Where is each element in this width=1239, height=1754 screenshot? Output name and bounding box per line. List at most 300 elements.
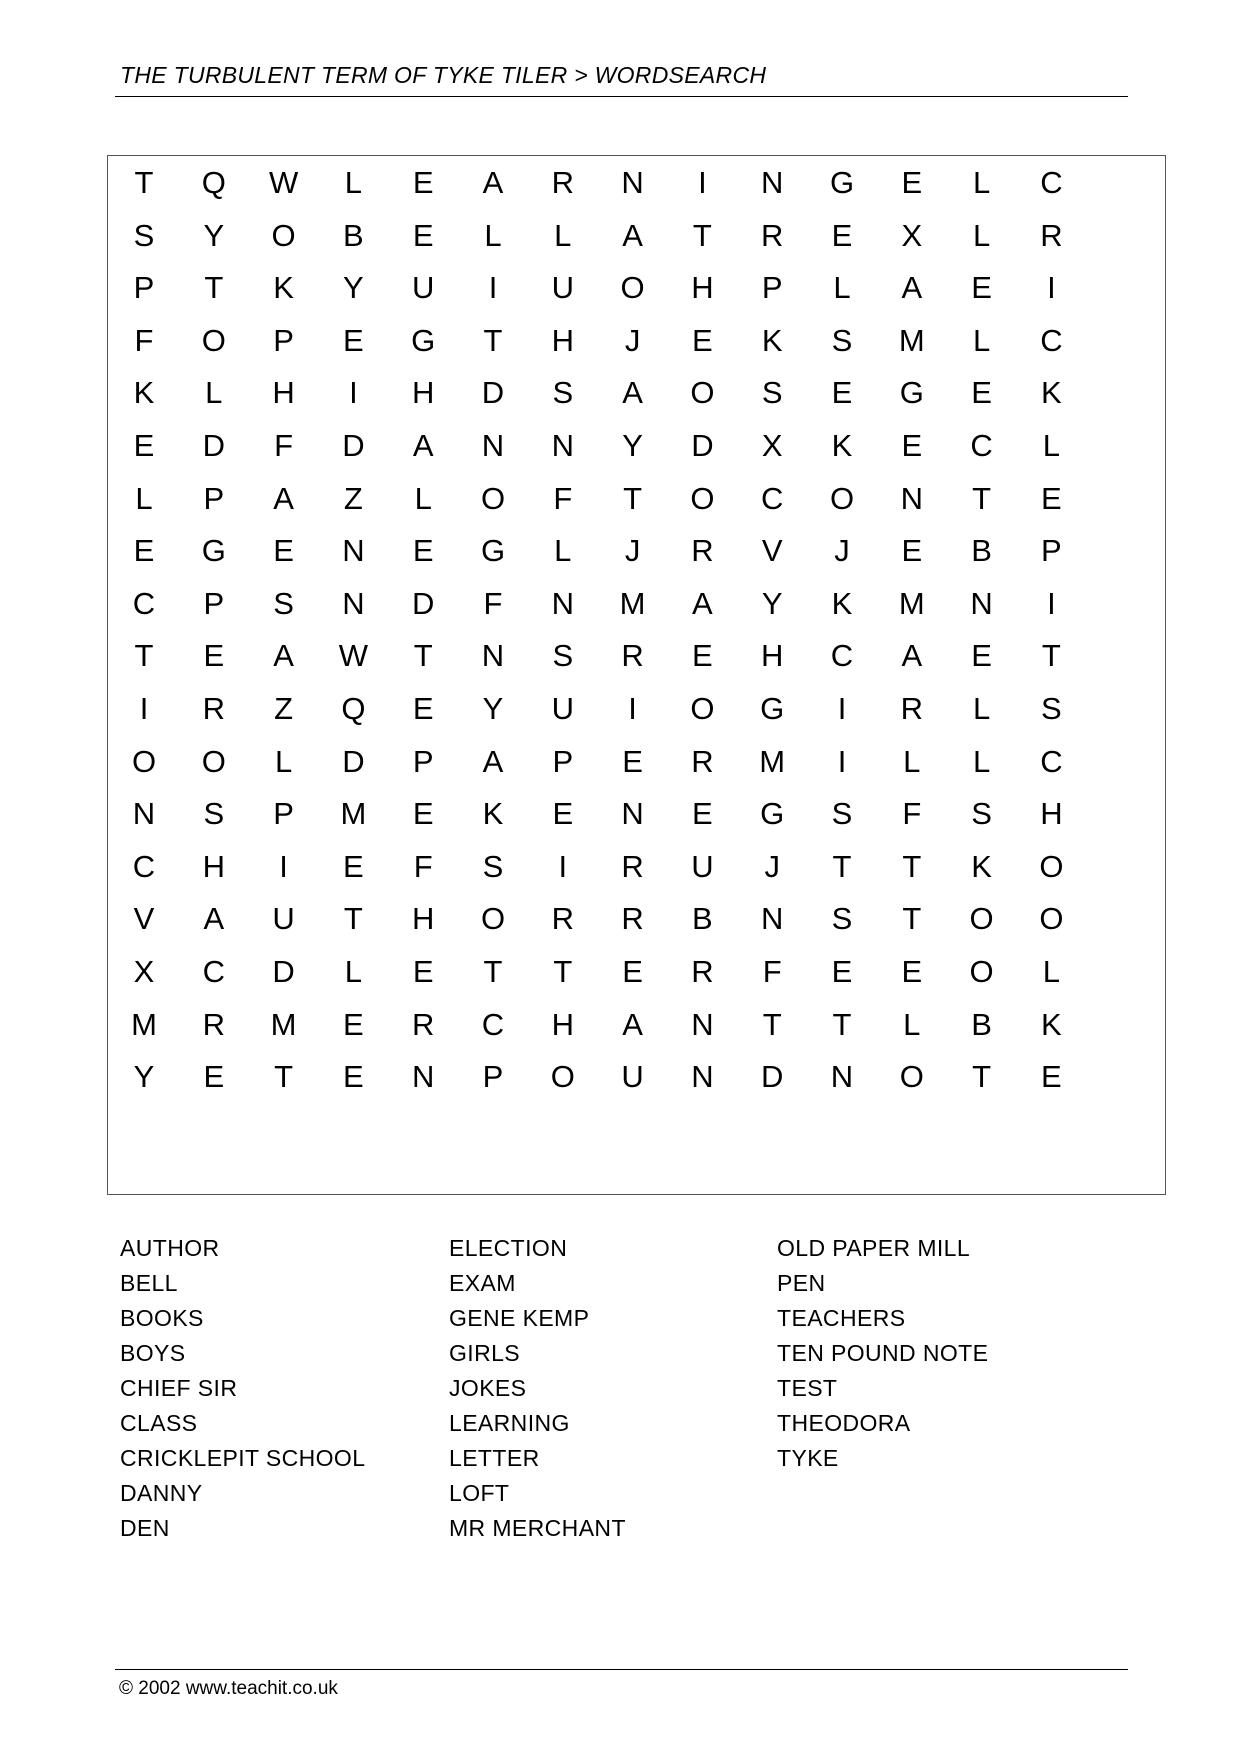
- grid-letter: A: [901, 638, 923, 674]
- word-list-item: OLD PAPER MILL: [777, 1235, 971, 1261]
- grid-letter: G: [480, 533, 506, 569]
- grid-letter: F: [483, 585, 503, 621]
- grid-letter: G: [201, 533, 226, 569]
- grid-letter: O: [201, 743, 226, 779]
- word-list-item: CHIEF SIR: [120, 1375, 238, 1401]
- footer-divider: [115, 1669, 1128, 1670]
- grid-letter: O: [969, 901, 994, 937]
- grid-letter: G: [899, 375, 924, 411]
- grid-letter: Y: [761, 585, 783, 621]
- grid-letter: E: [971, 638, 992, 674]
- grid-letter: X: [133, 954, 155, 989]
- grid-letter: I: [1047, 270, 1056, 306]
- grid-letter: W: [338, 638, 369, 674]
- grid-letter: R: [551, 165, 574, 200]
- grid-letter: L: [135, 480, 153, 516]
- grid-letter: F: [134, 322, 154, 358]
- grid-row: [108, 163, 1165, 221]
- grid-letter: O: [1039, 901, 1064, 937]
- word-list-item: THEODORA: [777, 1410, 911, 1436]
- grid-row: [108, 742, 1165, 800]
- grid-letter: C: [202, 954, 225, 989]
- grid-letter: E: [622, 954, 643, 989]
- grid-letter: N: [481, 428, 505, 463]
- grid-letter: L: [414, 480, 432, 516]
- grid-letter: T: [483, 322, 503, 358]
- grid-letter: T: [343, 901, 363, 937]
- grid-letter: J: [764, 848, 780, 884]
- grid-letter: S: [831, 901, 853, 937]
- grid-letter: H: [202, 848, 225, 884]
- grid-letter: I: [558, 848, 568, 884]
- grid-letter: P: [482, 1059, 504, 1095]
- word-list-item: GIRLS: [449, 1340, 521, 1366]
- word-list-item: LOFT: [449, 1480, 510, 1506]
- grid-letter: P: [203, 585, 225, 621]
- grid-letter: J: [624, 533, 641, 569]
- grid-letter: X: [901, 217, 923, 253]
- grid-letter: A: [273, 638, 294, 674]
- grid-letter: I: [488, 270, 498, 306]
- grid-letter: O: [690, 480, 715, 516]
- copyright-footer: © 2002 www.teachit.co.uk: [119, 1678, 338, 1699]
- grid-letter: M: [340, 796, 367, 832]
- grid-letter: H: [760, 638, 784, 674]
- grid-letter: R: [691, 533, 714, 569]
- grid-letter: E: [901, 533, 923, 569]
- grid-row: [108, 689, 1165, 747]
- grid-row: [108, 952, 1165, 1010]
- grid-letter: J: [834, 533, 850, 569]
- word-list-item: CLASS: [120, 1410, 198, 1436]
- grid-letter: U: [411, 270, 435, 306]
- word-column: [449, 1234, 626, 1549]
- grid-row: [108, 373, 1165, 431]
- grid-letter: T: [832, 848, 852, 884]
- grid-row: [108, 899, 1165, 957]
- grid-letter: B: [971, 533, 992, 569]
- grid-letter: U: [551, 691, 574, 726]
- word-list-item: JOKES: [449, 1375, 527, 1401]
- grid-letter: F: [413, 848, 433, 884]
- grid-letter: Y: [133, 1059, 155, 1095]
- grid-row: [108, 426, 1165, 484]
- grid-row: [108, 479, 1165, 537]
- grid-letter: U: [621, 1059, 644, 1095]
- grid-row: [108, 1057, 1165, 1115]
- grid-letter: O: [829, 480, 855, 516]
- header-divider: [115, 96, 1128, 97]
- grid-letter: D: [272, 954, 295, 989]
- grid-letter: H: [551, 1006, 574, 1042]
- grid-letter: M: [131, 1006, 157, 1042]
- grid-letter: S: [273, 585, 294, 621]
- grid-letter: T: [1041, 638, 1061, 674]
- grid-letter: O: [899, 1059, 924, 1095]
- grid-letter: T: [274, 1059, 294, 1095]
- grid-letter: N: [691, 1006, 714, 1042]
- word-list-item: LETTER: [449, 1445, 540, 1471]
- grid-letter: G: [760, 691, 785, 726]
- grid-letter: R: [202, 1006, 225, 1042]
- grid-letter: M: [898, 322, 925, 358]
- grid-letter: L: [1042, 954, 1061, 989]
- grid-letter: T: [832, 1006, 852, 1042]
- word-list-item: GENE KEMP: [449, 1305, 590, 1331]
- grid-letter: F: [553, 480, 573, 516]
- grid-letter: N: [691, 1059, 714, 1095]
- grid-letter: R: [691, 743, 714, 779]
- grid-letter: O: [201, 322, 226, 358]
- grid-letter: L: [554, 217, 572, 253]
- grid-letter: B: [343, 217, 364, 253]
- grid-letter: A: [622, 217, 643, 253]
- word-column: [777, 1234, 988, 1479]
- word-list-item: CRICKLEPIT SCHOOL: [120, 1445, 366, 1471]
- grid-letter: O: [620, 270, 645, 306]
- grid-letter: P: [412, 743, 434, 779]
- word-list-item: LEARNING: [449, 1410, 570, 1436]
- grid-letter: A: [482, 743, 504, 779]
- grid-letter: E: [692, 796, 713, 832]
- grid-letter: I: [349, 375, 358, 411]
- grid-letter: N: [551, 585, 574, 621]
- grid-letter: H: [272, 375, 295, 411]
- grid-letter: R: [551, 901, 574, 937]
- word-list-item: TEN POUND NOTE: [777, 1340, 989, 1366]
- grid-letter: E: [412, 165, 434, 200]
- grid-letter: S: [133, 217, 155, 253]
- grid-letter: S: [831, 796, 853, 832]
- grid-letter: W: [268, 165, 299, 200]
- word-list-item: BOYS: [120, 1340, 186, 1366]
- grid-letter: G: [760, 796, 785, 832]
- grid-letter: C: [1040, 165, 1063, 200]
- word-column: [120, 1234, 365, 1549]
- grid-letter: L: [274, 743, 293, 779]
- grid-letter: D: [411, 585, 435, 621]
- grid-letter: J: [624, 322, 641, 358]
- grid-letter: Y: [482, 691, 504, 726]
- grid-letter: T: [134, 638, 154, 674]
- grid-letter: Z: [343, 480, 363, 516]
- page-title: THE TURBULENT TERM OF TYKE TILER > WORDSEARCH: [120, 62, 767, 88]
- grid-letter: E: [971, 375, 992, 411]
- grid-letter: H: [551, 322, 574, 358]
- grid-letter: F: [762, 954, 782, 989]
- grid-letter: L: [903, 1006, 921, 1042]
- grid-letter: T: [483, 954, 503, 989]
- grid-letter: E: [901, 165, 923, 200]
- grid-letter: K: [761, 322, 783, 358]
- word-list-item: MR MERCHANT: [449, 1515, 626, 1541]
- grid-row: [108, 584, 1165, 642]
- grid-letter: D: [691, 428, 714, 463]
- grid-letter: E: [552, 796, 574, 832]
- grid-letter: E: [412, 954, 434, 989]
- word-list-item: EXAM: [449, 1270, 516, 1296]
- grid-row: [108, 1005, 1165, 1063]
- grid-letter: L: [344, 165, 363, 200]
- grid-letter: S: [831, 322, 853, 358]
- grid-letter: L: [484, 217, 502, 253]
- grid-letter: N: [132, 796, 156, 832]
- grid-letter: L: [205, 375, 223, 411]
- grid-letter: L: [972, 217, 991, 253]
- grid-letter: M: [270, 1006, 297, 1042]
- grid-letter: R: [1040, 217, 1063, 253]
- word-list-item: BOOKS: [120, 1305, 204, 1331]
- grid-row: [108, 268, 1165, 326]
- grid-letter: S: [971, 796, 992, 832]
- grid-letter: C: [830, 638, 854, 674]
- word-list-item: AUTHOR: [120, 1235, 220, 1261]
- grid-letter: P: [133, 270, 155, 306]
- grid-letter: T: [553, 954, 573, 989]
- grid-letter: M: [759, 743, 786, 779]
- grid-letter: K: [482, 796, 504, 832]
- grid-letter: S: [1041, 691, 1062, 726]
- grid-letter: O: [480, 901, 506, 937]
- grid-letter: H: [691, 270, 714, 306]
- grid-letter: A: [622, 375, 643, 411]
- grid-letter: E: [831, 954, 853, 989]
- grid-letter: E: [133, 533, 155, 569]
- grid-letter: E: [622, 743, 643, 779]
- grid-row: [108, 636, 1165, 694]
- grid-letter: M: [619, 585, 646, 621]
- grid-letter: C: [1040, 743, 1063, 779]
- grid-letter: E: [273, 533, 294, 569]
- grid-letter: E: [343, 848, 364, 884]
- grid-letter: S: [203, 796, 225, 832]
- grid-letter: U: [691, 848, 714, 884]
- grid-letter: L: [972, 691, 991, 726]
- grid-letter: A: [622, 1006, 643, 1042]
- grid-letter: H: [411, 901, 435, 937]
- grid-row: [108, 321, 1165, 379]
- grid-letter: L: [972, 322, 991, 358]
- grid-letter: D: [342, 743, 365, 779]
- grid-letter: P: [761, 270, 783, 306]
- grid-letter: K: [831, 428, 853, 463]
- grid-letter: G: [411, 322, 436, 358]
- grid-letter: E: [971, 270, 992, 306]
- grid-letter: A: [412, 428, 434, 463]
- grid-letter: K: [133, 375, 155, 411]
- grid-letter: N: [621, 796, 644, 832]
- grid-letter: P: [552, 743, 574, 779]
- grid-letter: A: [901, 270, 923, 306]
- grid-row: [108, 216, 1165, 274]
- grid-letter: H: [411, 375, 435, 411]
- grid-letter: O: [131, 743, 157, 779]
- grid-letter: H: [1040, 796, 1063, 832]
- grid-row: [108, 847, 1165, 905]
- grid-letter: L: [903, 743, 921, 779]
- grid-letter: I: [698, 165, 707, 200]
- grid-letter: Q: [341, 691, 366, 726]
- grid-letter: N: [900, 480, 923, 516]
- grid-letter: T: [623, 480, 643, 516]
- grid-letter: L: [344, 954, 363, 989]
- grid-letter: K: [1041, 375, 1062, 411]
- grid-letter: P: [203, 480, 225, 516]
- grid-letter: R: [760, 217, 784, 253]
- grid-letter: K: [273, 270, 294, 306]
- grid-letter: E: [203, 638, 225, 674]
- word-list-item: TEST: [777, 1375, 838, 1401]
- grid-row: [108, 794, 1165, 852]
- grid-letter: N: [411, 1059, 435, 1095]
- grid-letter: D: [202, 428, 225, 463]
- grid-letter: N: [760, 901, 784, 937]
- grid-letter: Y: [203, 217, 225, 253]
- grid-letter: P: [273, 322, 294, 358]
- grid-letter: T: [972, 480, 992, 516]
- grid-letter: E: [412, 533, 434, 569]
- grid-letter: O: [690, 375, 715, 411]
- grid-letter: Y: [622, 428, 643, 463]
- grid-letter: C: [970, 428, 993, 463]
- grid-letter: B: [692, 901, 713, 937]
- grid-letter: C: [1040, 322, 1063, 358]
- word-list-item: PEN: [777, 1270, 826, 1296]
- wordsearch-grid: [107, 155, 1166, 1195]
- grid-letter: X: [761, 428, 783, 463]
- grid-letter: E: [692, 322, 713, 358]
- grid-letter: D: [342, 428, 365, 463]
- grid-letter: T: [692, 217, 712, 253]
- grid-letter: D: [481, 375, 505, 411]
- grid-letter: I: [1047, 585, 1056, 621]
- grid-letter: T: [413, 638, 433, 674]
- grid-letter: I: [837, 743, 847, 779]
- grid-letter: E: [203, 1059, 225, 1095]
- grid-letter: R: [621, 848, 644, 884]
- grid-letter: E: [343, 1006, 364, 1042]
- grid-letter: K: [831, 585, 853, 621]
- grid-letter: L: [1042, 428, 1061, 463]
- grid-letter: O: [690, 691, 715, 726]
- grid-letter: E: [412, 796, 434, 832]
- grid-letter: R: [900, 691, 923, 726]
- grid-letter: T: [902, 848, 922, 884]
- grid-letter: Q: [201, 165, 226, 200]
- grid-letter: N: [342, 585, 365, 621]
- grid-row: [108, 531, 1165, 589]
- grid-letter: V: [761, 533, 783, 569]
- grid-letter: T: [134, 165, 154, 200]
- grid-letter: F: [274, 428, 294, 463]
- grid-letter: T: [204, 270, 224, 306]
- grid-letter: L: [554, 533, 572, 569]
- grid-letter: L: [833, 270, 851, 306]
- grid-letter: M: [898, 585, 925, 621]
- grid-letter: E: [901, 428, 923, 463]
- grid-letter: L: [972, 743, 991, 779]
- word-list-item: ELECTION: [449, 1235, 568, 1261]
- grid-letter: P: [273, 796, 294, 832]
- grid-letter: S: [761, 375, 783, 411]
- grid-letter: N: [760, 165, 784, 200]
- grid-letter: N: [342, 533, 365, 569]
- grid-letter: E: [831, 217, 853, 253]
- grid-letter: N: [830, 1059, 854, 1095]
- grid-letter: N: [551, 428, 574, 463]
- word-list-item: DEN: [120, 1515, 170, 1541]
- grid-letter: L: [972, 165, 991, 200]
- grid-letter: G: [829, 165, 855, 200]
- grid-letter: N: [481, 638, 505, 674]
- grid-letter: O: [550, 1059, 575, 1095]
- grid-letter: O: [1039, 848, 1064, 884]
- grid-letter: Y: [343, 270, 364, 306]
- grid-letter: A: [692, 585, 713, 621]
- grid-letter: R: [691, 954, 714, 989]
- grid-letter: S: [552, 375, 574, 411]
- grid-letter: I: [279, 848, 288, 884]
- grid-letter: K: [1041, 1006, 1062, 1042]
- grid-letter: I: [139, 691, 149, 726]
- grid-letter: R: [621, 638, 644, 674]
- grid-letter: T: [762, 1006, 782, 1042]
- grid-letter: E: [133, 428, 155, 463]
- word-list-item: TYKE: [777, 1445, 839, 1471]
- grid-letter: I: [837, 691, 847, 726]
- grid-letter: F: [902, 796, 922, 832]
- grid-letter: C: [481, 1006, 505, 1042]
- grid-letter: R: [411, 1006, 435, 1042]
- grid-letter: A: [273, 480, 294, 516]
- grid-letter: U: [272, 901, 295, 937]
- grid-letter: R: [202, 691, 225, 726]
- grid-letter: E: [901, 954, 923, 989]
- grid-letter: E: [831, 375, 853, 411]
- grid-letter: O: [480, 480, 506, 516]
- grid-letter: E: [343, 1059, 364, 1095]
- grid-letter: D: [760, 1059, 784, 1095]
- grid-letter: E: [412, 691, 434, 726]
- grid-letter: N: [621, 165, 644, 200]
- grid-letter: T: [902, 901, 922, 937]
- word-list-item: BELL: [120, 1270, 178, 1296]
- grid-letter: I: [628, 691, 637, 726]
- grid-letter: A: [482, 165, 504, 200]
- grid-letter: O: [969, 954, 994, 989]
- grid-letter: A: [203, 901, 225, 937]
- grid-letter: C: [132, 848, 156, 884]
- grid-letter: E: [692, 638, 713, 674]
- grid-letter: S: [552, 638, 574, 674]
- grid-letter: T: [972, 1059, 992, 1095]
- grid-letter: E: [343, 322, 364, 358]
- grid-letter: E: [1041, 1059, 1062, 1095]
- grid-letter: O: [271, 217, 296, 253]
- grid-letter: C: [760, 480, 784, 516]
- grid-letter: S: [482, 848, 504, 884]
- grid-letter: K: [971, 848, 992, 884]
- grid-letter: V: [133, 901, 155, 937]
- word-list-item: TEACHERS: [777, 1305, 906, 1331]
- grid-letter: N: [970, 585, 993, 621]
- grid-letter: C: [132, 585, 156, 621]
- grid-letter: E: [1041, 480, 1062, 516]
- grid-letter: Z: [274, 691, 294, 726]
- grid-letter: B: [971, 1006, 992, 1042]
- grid-letter: R: [621, 901, 644, 937]
- grid-letter: U: [551, 270, 574, 306]
